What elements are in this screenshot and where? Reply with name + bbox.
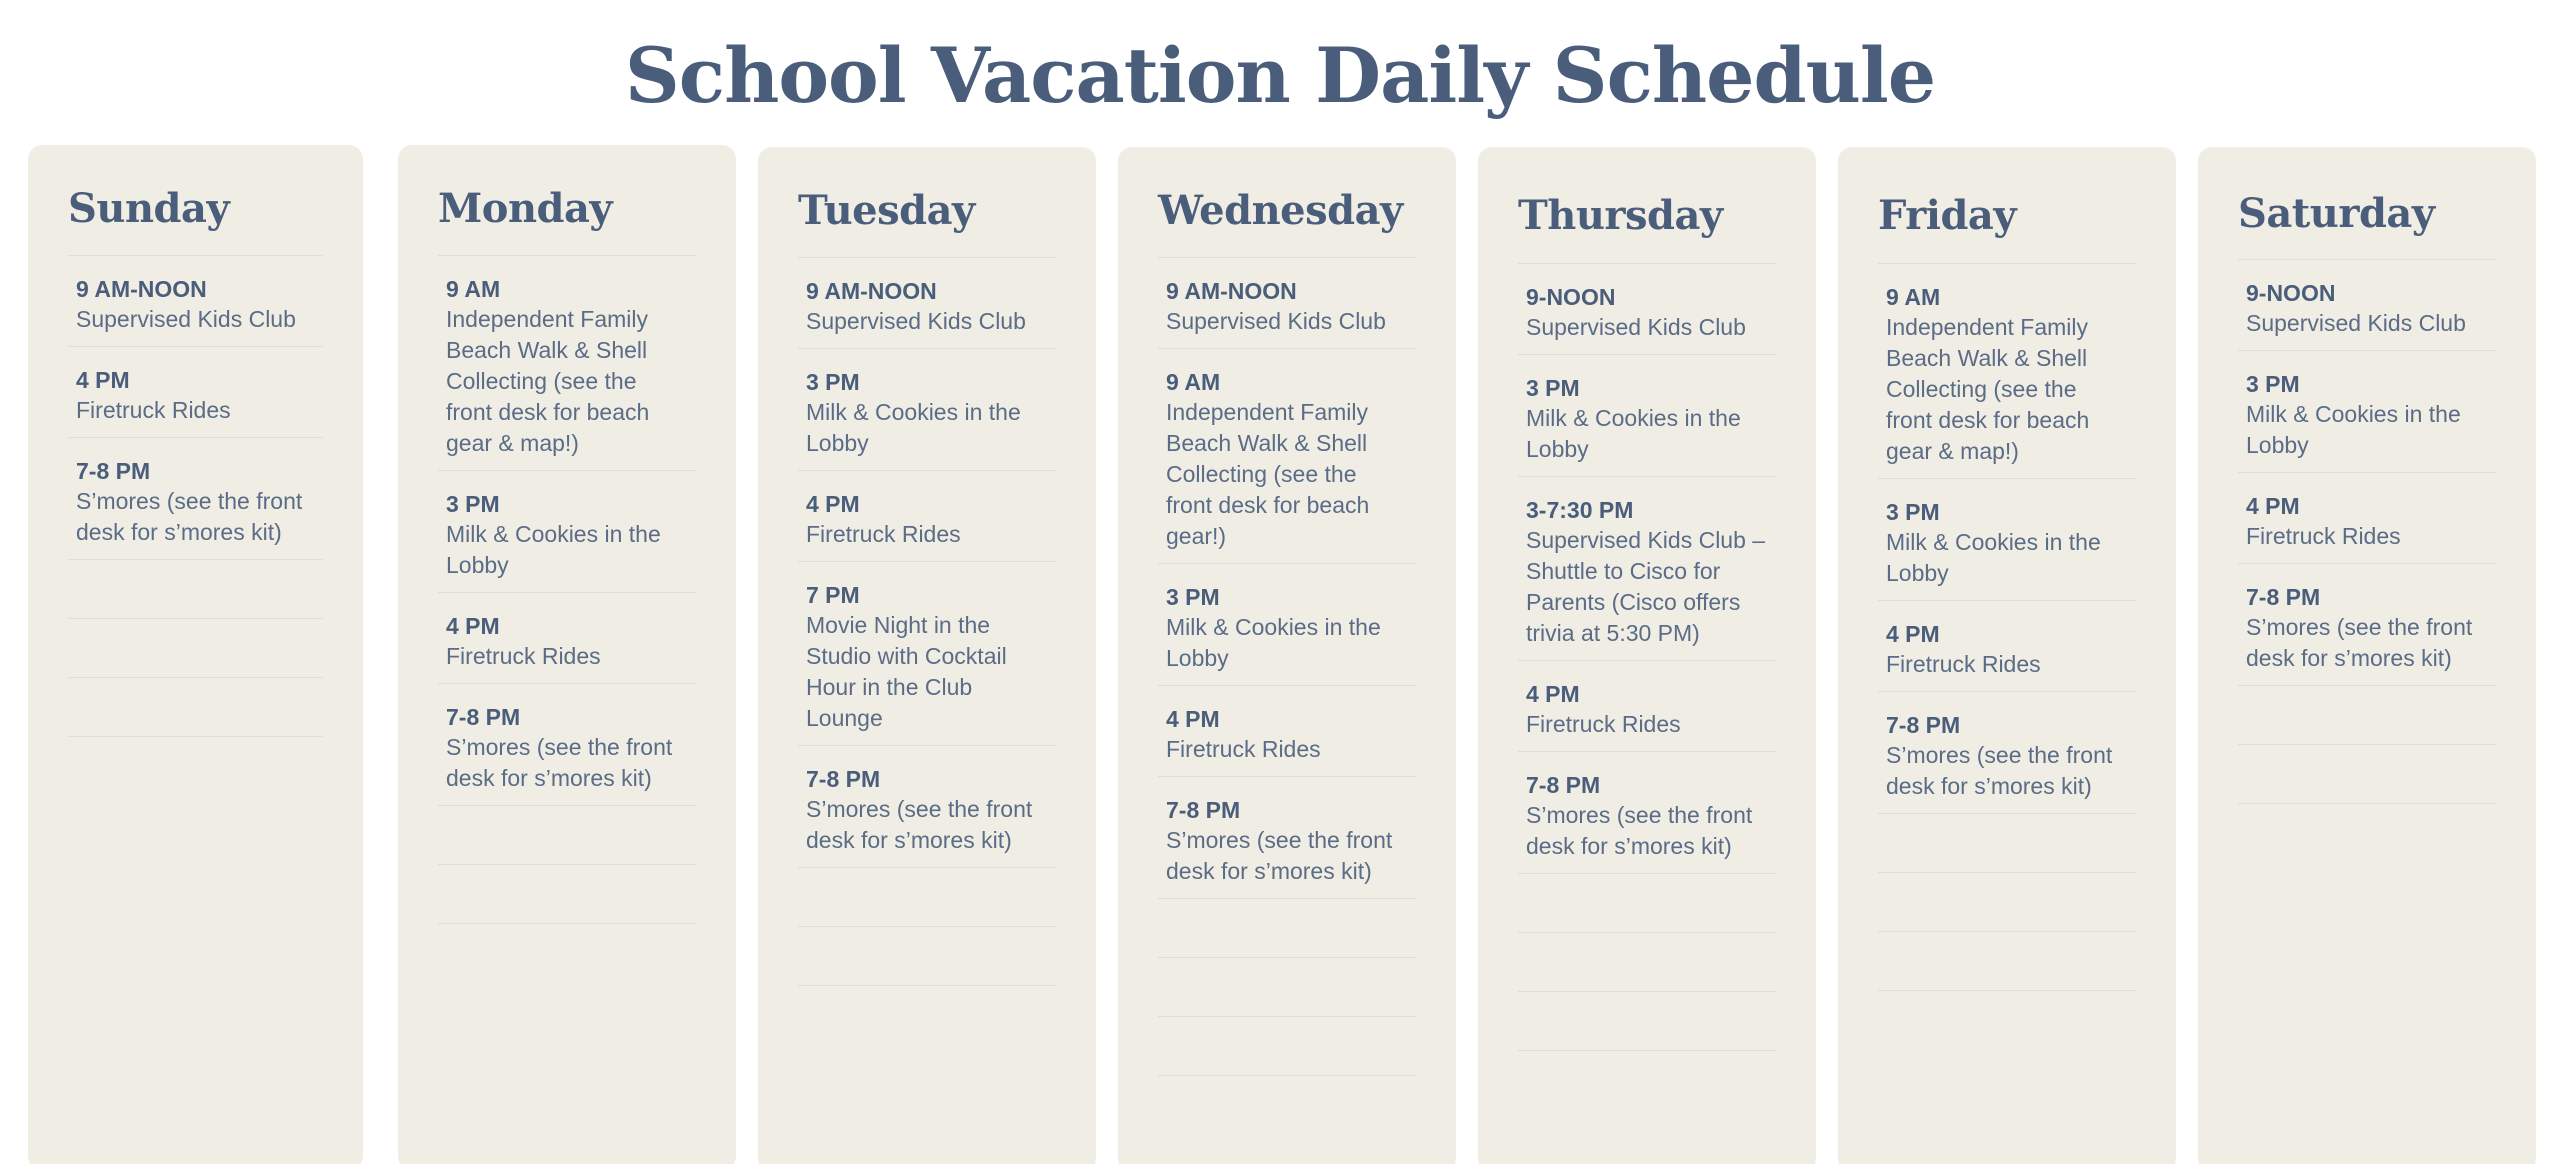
event-description: Milk & Cookies in the Lobby bbox=[446, 521, 661, 578]
event-description: S’mores (see the front desk for s’mores kit) bbox=[2246, 614, 2473, 671]
day-column-wednesday bbox=[1118, 147, 1456, 1164]
event-time: 3 PM bbox=[806, 369, 860, 395]
event-description: Milk & Cookies in the Lobby bbox=[2246, 401, 2461, 458]
day-heading: Thursday bbox=[1518, 192, 1723, 239]
day-column-tuesday bbox=[758, 147, 1096, 1164]
event-time: 4 PM bbox=[2246, 493, 2300, 519]
event-description: Milk & Cookies in the Lobby bbox=[806, 399, 1021, 456]
event-description: S’mores (see the front desk for s’mores kit) bbox=[1526, 802, 1753, 859]
blank-line bbox=[68, 678, 323, 737]
blank-line bbox=[1518, 992, 1776, 1051]
event-time: 4 PM bbox=[76, 367, 130, 393]
event-item bbox=[438, 684, 696, 806]
event-time: 7-8 PM bbox=[1166, 797, 1241, 823]
event-item bbox=[1158, 258, 1416, 349]
event-description: S’mores (see the front desk for s’mores kit) bbox=[1166, 827, 1393, 884]
event-item bbox=[798, 746, 1056, 868]
event-time: 7-8 PM bbox=[1526, 772, 1601, 798]
day-heading: Friday bbox=[1878, 192, 2017, 239]
event-description: Milk & Cookies in the Lobby bbox=[1166, 614, 1381, 671]
event-description: Supervised Kids Club – Shuttle to Cisco for Parents (Cisco offers trivia at 5:30 PM) bbox=[1526, 527, 1766, 646]
event-item bbox=[1878, 479, 2136, 601]
event-time: 4 PM bbox=[1166, 706, 1220, 732]
blank-line bbox=[1158, 958, 1416, 1017]
event-description: S’mores (see the front desk for s’mores kit) bbox=[1886, 742, 2113, 799]
event-description: Firetruck Rides bbox=[1886, 651, 2041, 677]
event-item bbox=[1518, 477, 1776, 661]
event-item bbox=[798, 471, 1056, 562]
day-heading: Saturday bbox=[2238, 190, 2435, 237]
event-item bbox=[2238, 473, 2496, 564]
blank-line bbox=[798, 868, 1056, 927]
event-time: 3 PM bbox=[446, 491, 500, 517]
blank-line bbox=[1518, 933, 1776, 992]
day-heading: Wednesday bbox=[1158, 187, 1403, 234]
event-time: 7-8 PM bbox=[76, 458, 151, 484]
event-description: Movie Night in the Studio with Cocktail Hour in the Club Lounge bbox=[806, 612, 1007, 731]
event-list bbox=[68, 255, 323, 737]
event-list bbox=[1878, 263, 2136, 991]
event-item bbox=[1518, 752, 1776, 874]
day-heading: Sunday bbox=[68, 185, 230, 232]
event-description: S’mores (see the front desk for s’mores kit) bbox=[76, 488, 303, 545]
day-column-monday bbox=[398, 145, 736, 1164]
event-description: Firetruck Rides bbox=[446, 643, 601, 669]
event-item bbox=[1518, 661, 1776, 752]
event-time: 4 PM bbox=[1886, 621, 1940, 647]
event-time: 9-NOON bbox=[2246, 280, 2336, 306]
event-time: 4 PM bbox=[806, 491, 860, 517]
event-item bbox=[1518, 264, 1776, 355]
blank-line bbox=[1158, 899, 1416, 958]
day-column-sunday bbox=[28, 145, 363, 1164]
blank-line bbox=[2238, 745, 2496, 804]
day-heading: Monday bbox=[438, 185, 613, 232]
event-item bbox=[2238, 260, 2496, 351]
event-list bbox=[438, 255, 696, 924]
event-item bbox=[2238, 351, 2496, 473]
event-item bbox=[1878, 692, 2136, 814]
day-column-friday bbox=[1838, 147, 2176, 1164]
event-item bbox=[438, 471, 696, 593]
blank-line bbox=[1878, 932, 2136, 991]
event-time: 9 AM-NOON bbox=[76, 276, 207, 302]
event-time: 3 PM bbox=[2246, 371, 2300, 397]
event-time: 9 AM-NOON bbox=[1166, 278, 1297, 304]
event-list bbox=[1158, 257, 1416, 1076]
event-description: Firetruck Rides bbox=[2246, 523, 2401, 549]
event-time: 7-8 PM bbox=[1886, 712, 1961, 738]
event-description: Firetruck Rides bbox=[76, 397, 231, 423]
event-item bbox=[1158, 564, 1416, 686]
event-description: Supervised Kids Club bbox=[1166, 308, 1386, 334]
event-time: 9-NOON bbox=[1526, 284, 1616, 310]
event-time: 7-8 PM bbox=[446, 704, 521, 730]
blank-line bbox=[1878, 873, 2136, 932]
event-description: Supervised Kids Club bbox=[806, 308, 1026, 334]
event-time: 3 PM bbox=[1526, 375, 1580, 401]
event-description: Independent Family Beach Walk & Shell Collecting (see the front desk for beach gear & map!) bbox=[1886, 314, 2090, 464]
blank-line bbox=[1878, 814, 2136, 873]
event-time: 7-8 PM bbox=[806, 766, 881, 792]
event-item bbox=[68, 347, 323, 438]
blank-line bbox=[1518, 874, 1776, 933]
event-time: 4 PM bbox=[1526, 681, 1580, 707]
event-description: Independent Family Beach Walk & Shell Collecting (see the front desk for beach gear & map!) bbox=[446, 306, 650, 456]
day-heading: Tuesday bbox=[798, 187, 975, 234]
event-time: 9 AM bbox=[1886, 284, 1941, 310]
event-list bbox=[1518, 263, 1776, 1051]
event-time: 3 PM bbox=[1166, 584, 1220, 610]
event-time: 9 AM-NOON bbox=[806, 278, 937, 304]
event-description: Firetruck Rides bbox=[1166, 736, 1321, 762]
event-list bbox=[2238, 259, 2496, 804]
event-time: 4 PM bbox=[446, 613, 500, 639]
event-description: S’mores (see the front desk for s’mores kit) bbox=[446, 734, 673, 791]
day-column-saturday bbox=[2198, 147, 2536, 1164]
blank-line bbox=[438, 865, 696, 924]
event-item bbox=[68, 438, 323, 560]
blank-line bbox=[68, 560, 323, 619]
event-description: Firetruck Rides bbox=[806, 521, 961, 547]
event-item bbox=[798, 562, 1056, 746]
event-item bbox=[438, 593, 696, 684]
day-column-thursday bbox=[1478, 147, 1816, 1164]
event-time: 7 PM bbox=[806, 582, 860, 608]
event-description: Milk & Cookies in the Lobby bbox=[1886, 529, 2101, 586]
blank-line bbox=[798, 927, 1056, 986]
event-item bbox=[798, 258, 1056, 349]
event-description: Supervised Kids Club bbox=[2246, 310, 2466, 336]
event-time: 9 AM bbox=[1166, 369, 1221, 395]
page-title: School Vacation Daily Schedule bbox=[624, 31, 1936, 120]
blank-line bbox=[2238, 686, 2496, 745]
event-description: Independent Family Beach Walk & Shell Collecting (see the front desk for beach gear!) bbox=[1166, 399, 1370, 549]
event-description: Supervised Kids Club bbox=[76, 306, 296, 332]
blank-line bbox=[1158, 1017, 1416, 1076]
event-description: Milk & Cookies in the Lobby bbox=[1526, 405, 1741, 462]
blank-line bbox=[68, 619, 323, 678]
event-item bbox=[2238, 564, 2496, 686]
event-item bbox=[798, 349, 1056, 471]
event-item bbox=[1518, 355, 1776, 477]
event-item bbox=[1158, 686, 1416, 777]
event-item bbox=[1158, 349, 1416, 564]
event-item bbox=[1158, 777, 1416, 899]
event-time: 9 AM bbox=[446, 276, 501, 302]
event-item bbox=[68, 256, 323, 347]
event-list bbox=[798, 257, 1056, 986]
event-description: Supervised Kids Club bbox=[1526, 314, 1746, 340]
event-time: 3 PM bbox=[1886, 499, 1940, 525]
event-description: Firetruck Rides bbox=[1526, 711, 1681, 737]
blank-line bbox=[438, 806, 696, 865]
event-time: 7-8 PM bbox=[2246, 584, 2321, 610]
event-item bbox=[1878, 601, 2136, 692]
event-item bbox=[1878, 264, 2136, 479]
event-time: 3-7:30 PM bbox=[1526, 497, 1634, 523]
event-description: S’mores (see the front desk for s’mores kit) bbox=[806, 796, 1033, 853]
event-item bbox=[438, 256, 696, 471]
